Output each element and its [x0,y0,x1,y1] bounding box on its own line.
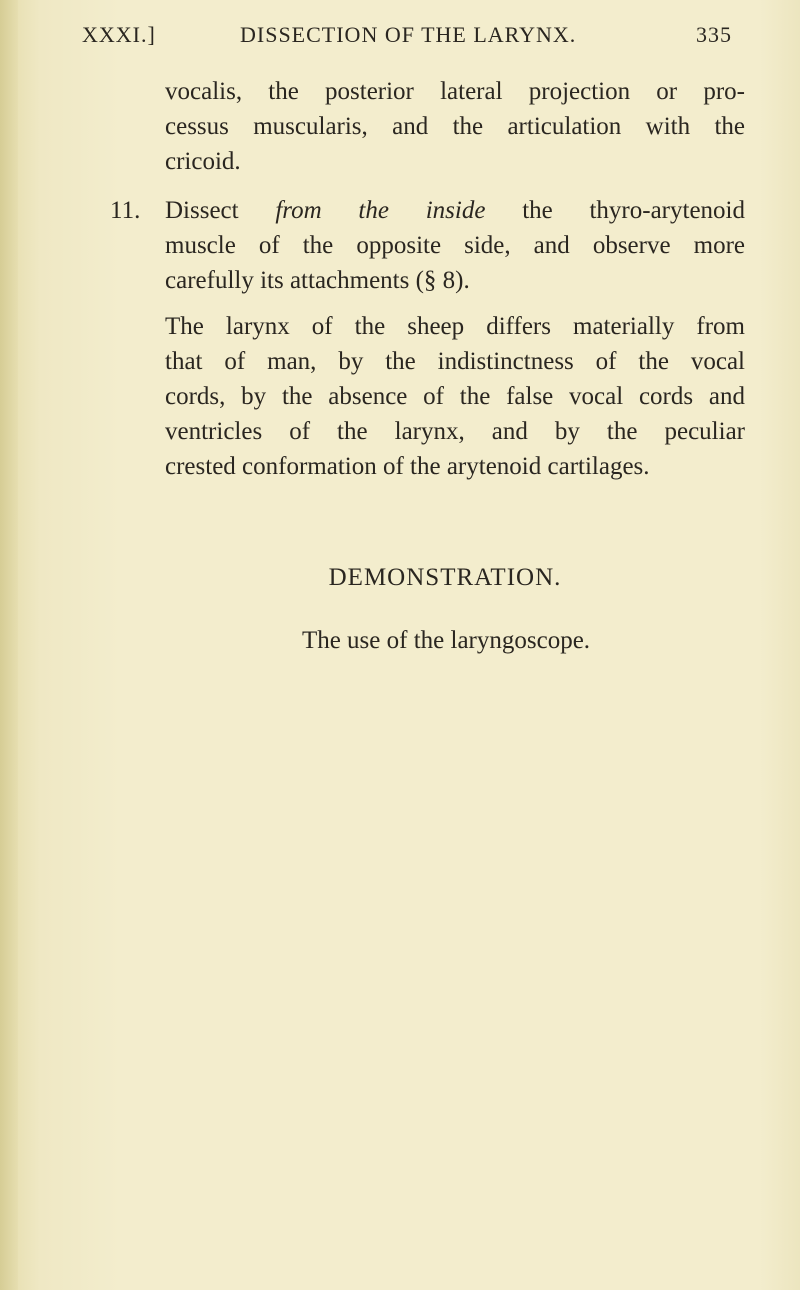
paragraph-line: cords, by the absence of the false vocal cords and [165,383,745,410]
text-run: Dissect [165,197,276,224]
page-number: 335 [696,22,732,47]
numbered-step-11 [110,193,745,298]
paragraph-line: cessus muscularis, and the articulation with the [165,113,745,140]
chapter-label: XXXI.] [82,22,156,47]
paragraph-line: crested conformation of the arytenoid cartilages. [165,453,650,480]
italic-emphasis: from the inside [275,197,486,224]
paragraph-line [165,193,745,228]
section-heading: DEMONSTRATION. [328,564,562,591]
paragraph-line: ventricles of the larynx, and by the peculiar [165,418,745,445]
step-number: 11. [110,197,141,224]
paragraph-line: carefully its attachments (§ 8). [165,267,470,294]
paragraph-continuation [165,74,745,179]
text-run: the thyro-arytenoid [485,197,745,224]
sheep-larynx-paragraph [165,309,745,484]
paragraph-line: cricoid. [165,148,241,175]
running-header [82,22,732,52]
paragraph-line: The larynx of the sheep differs materially from [165,313,745,340]
demonstration-text: The use of the laryngoscope. [301,627,591,654]
running-title: DISSECTION OF THE LARYNX. [240,22,577,47]
paragraph-line: that of man, by the indistinctness of the vocal [165,348,745,375]
paragraph-line: vocalis, the posterior lateral projection or pro- [165,78,745,105]
paragraph-line: muscle of the opposite side, and observe more [165,232,745,259]
